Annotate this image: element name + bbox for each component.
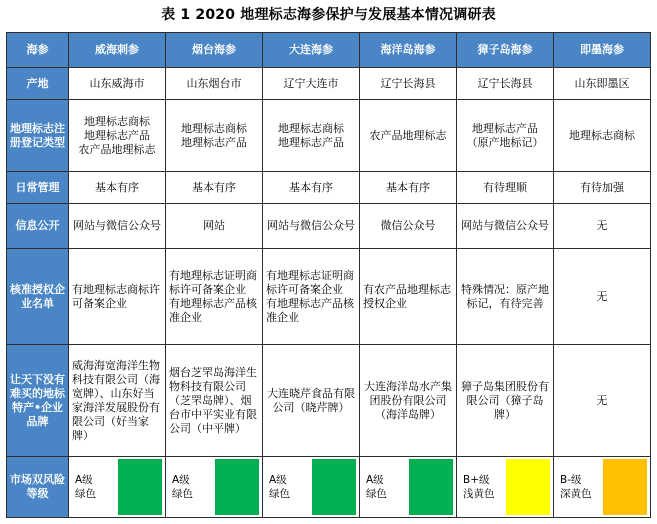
rating-color-swatch xyxy=(506,459,550,515)
header-col-yantai: 烟台海参 xyxy=(166,33,263,68)
survey-table xyxy=(6,32,651,518)
row-label: 让天下没有难买的地标特产•企业品牌 xyxy=(7,345,69,457)
table-cell: 辽宁长海县 xyxy=(360,68,457,100)
rating-cell xyxy=(457,457,554,518)
table-cell: 有地理标志证明商标许可备案企业 有地理标志产品核准企业 xyxy=(166,249,263,345)
table-cell: 山东即墨区 xyxy=(554,68,651,100)
table-row-brands xyxy=(7,345,651,457)
table-cell: 基本有序 xyxy=(166,172,263,204)
table-row-management xyxy=(7,172,651,204)
table-cell: 基本有序 xyxy=(360,172,457,204)
table-cell: 地理标志商标 地理标志产品 农产品地理标志 xyxy=(69,100,166,172)
rating-cell xyxy=(554,457,651,518)
table-cell: 无 xyxy=(554,249,651,345)
table-cell: 有农产品地理标志授权企业 xyxy=(360,249,457,345)
rating-label: A级 绿色 xyxy=(366,474,387,500)
table-cell: 基本有序 xyxy=(69,172,166,204)
header-col-zhangzidao: 獐子岛海参 xyxy=(457,33,554,68)
row-label: 信息公开 xyxy=(7,204,69,249)
header-row xyxy=(7,33,651,68)
table-cell: 有地理标志证明商标许可备案企业 有地理标志产品核准企业 xyxy=(263,249,360,345)
table-row-registration xyxy=(7,100,651,172)
rating-label: B-级 深黄色 xyxy=(560,474,592,500)
table-cell: 地理标志商标 地理标志产品 xyxy=(166,100,263,172)
table-cell: 山东威海市 xyxy=(69,68,166,100)
table-cell: 无 xyxy=(554,345,651,457)
rating-cell xyxy=(166,457,263,518)
row-label: 日常管理 xyxy=(7,172,69,204)
header-col-dalian: 大连海参 xyxy=(263,33,360,68)
table-row-authorized xyxy=(7,249,651,345)
table-cell: 辽宁长海县 xyxy=(457,68,554,100)
header-first-cell: 海参 xyxy=(7,33,69,68)
table-cell: 网站与微信公众号 xyxy=(69,204,166,249)
rating-label: A级 绿色 xyxy=(172,474,193,500)
table-cell: 网站 xyxy=(166,204,263,249)
header-col-weihai: 威海刺参 xyxy=(69,33,166,68)
table-title: 表 1 2020 地理标志海参保护与发展基本情况调研表 xyxy=(161,7,496,23)
row-label: 产地 xyxy=(7,68,69,100)
table-cell: 辽宁大连市 xyxy=(263,68,360,100)
rating-color-swatch xyxy=(603,459,647,515)
rating-color-swatch xyxy=(118,459,162,515)
rating-label: A级 绿色 xyxy=(75,474,96,500)
rating-cell xyxy=(69,457,166,518)
table-cell: 地理标志商标 xyxy=(554,100,651,172)
rating-color-swatch xyxy=(215,459,259,515)
table-cell: 基本有序 xyxy=(263,172,360,204)
table-cell: 地理标志商标 地理标志产品 xyxy=(263,100,360,172)
table-cell: 网站与微信公众号 xyxy=(263,204,360,249)
rating-color-swatch xyxy=(409,459,453,515)
table-cell: 大连晓芹食品有限公司（晓芹牌） xyxy=(263,345,360,457)
table-cell: 特殊情况：原产地标记，有待完善 xyxy=(457,249,554,345)
rating-label: A级 绿色 xyxy=(269,474,290,500)
table-cell: 獐子岛集团股份有限公司（獐子岛牌） xyxy=(457,345,554,457)
table-row-origin xyxy=(7,68,651,100)
table-cell: 有待加强 xyxy=(554,172,651,204)
table-cell: 地理标志产品 （原产地标记） xyxy=(457,100,554,172)
row-label: 市场双风险等级 xyxy=(7,457,69,518)
table-row-disclosure xyxy=(7,204,651,249)
header-col-haiyangdao: 海洋岛海参 xyxy=(360,33,457,68)
table-cell: 微信公众号 xyxy=(360,204,457,249)
table-cell: 农产品地理标志 xyxy=(360,100,457,172)
row-label: 地理标志注册登记类型 xyxy=(7,100,69,172)
table-cell: 有地理标志商标许可备案企业 xyxy=(69,249,166,345)
row-label: 核准授权企业名单 xyxy=(7,249,69,345)
rating-label: B+级 浅黄色 xyxy=(463,474,495,500)
table-cell: 威海海宽海洋生物科技有限公司（海宽牌）、山东好当家海洋发展股份有限公司（好当家牌） xyxy=(69,345,166,457)
table-cell: 网站与微信公众号 xyxy=(457,204,554,249)
table-cell: 大连海洋岛水产集团股份有限公司（海洋岛牌） xyxy=(360,345,457,457)
table-cell: 烟台芝罘岛海洋生物科技有限公司（芝罘岛牌）、烟台市中平实业有限公司（中平牌） xyxy=(166,345,263,457)
rating-cell xyxy=(360,457,457,518)
rating-cell xyxy=(263,457,360,518)
table-cell: 有待理顺 xyxy=(457,172,554,204)
table-row-rating xyxy=(7,457,651,518)
header-col-jimo: 即墨海参 xyxy=(554,33,651,68)
table-cell: 山东烟台市 xyxy=(166,68,263,100)
rating-color-swatch xyxy=(312,459,356,515)
table-cell: 无 xyxy=(554,204,651,249)
